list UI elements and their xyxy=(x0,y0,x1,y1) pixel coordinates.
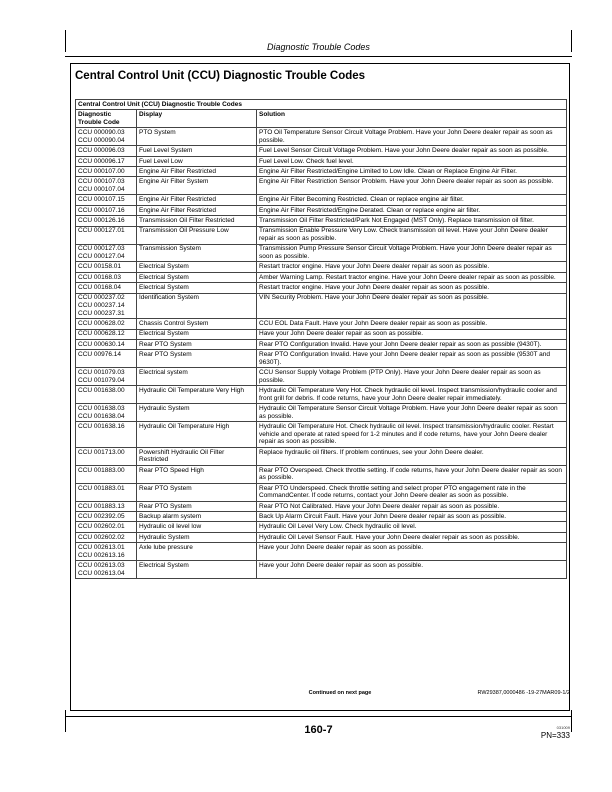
table-row xyxy=(76,167,567,177)
solution-cell: Rear PTO Configuration Invalid. Have your John Deere dealer repair as soon as possible (9530T and 9630T). xyxy=(257,350,567,368)
dtc-code-cell xyxy=(76,522,137,532)
table-row xyxy=(76,283,567,293)
solution-cell: Rear PTO Underspeed. Check throttle setting and select proper PTO engagement rate in the CommandCenter. If code returns, contact your John Deere dealer as soon as possible. xyxy=(257,483,567,501)
table-row xyxy=(76,483,567,501)
dtc-code: CCU 002613.04 xyxy=(78,569,125,577)
column-header-solution: Solution xyxy=(257,110,567,128)
display-cell: Hydraulic System xyxy=(137,532,257,542)
table-row xyxy=(76,501,567,511)
dtc-code: CCU 001638.16 xyxy=(78,423,125,431)
display-cell: Engine Air Filter System xyxy=(137,177,257,195)
dtc-code-cell xyxy=(76,512,137,522)
dtc-code: CCU 001713.00 xyxy=(78,448,125,456)
dtc-code-cell xyxy=(76,329,137,339)
solution-cell: Fuel Level Sensor Circuit Voltage Problem. Have your John Deere dealer repair as soon as possible. xyxy=(257,146,567,156)
dtc-code-cell xyxy=(76,501,137,511)
dtc-code: CCU 00168.04 xyxy=(78,284,121,292)
solution-cell: Hydraulic Oil Temperature Hot. Check hydraulic oil level. Inspect transmission/hydraulic cooler. Restart vehicle and operate at rated speed for 1-2 minutes and if code returns, have your John Deere dealer repair as soon as possible. xyxy=(257,422,567,448)
solution-cell: Hydraulic Oil Level Very Low. Check hydraulic oil level. xyxy=(257,522,567,532)
display-cell: Hydraulic oil level low xyxy=(137,522,257,532)
solution-cell: Hydraulic Oil Temperature Very Hot. Check hydraulic oil level. Inspect transmission/hydraulic cooler and front grill for debris. If code returns, have your John Deere dealer repair immediately. xyxy=(257,386,567,404)
solution-cell: PTO Oil Temperature Sensor Circuit Voltage Problem. Have your John Deere dealer repair as soon as possible. xyxy=(257,128,567,146)
column-header-code: Diagnostic Trouble Code xyxy=(76,110,137,128)
dtc-code-cell xyxy=(76,319,137,329)
dtc-code: CCU 002613.01 xyxy=(78,544,125,552)
dtc-code: CCU 000237.14 xyxy=(78,302,125,310)
display-cell: Hydraulic Oil Temperature High xyxy=(137,422,257,448)
dtc-code: CCU 00158.01 xyxy=(78,263,121,271)
table-row xyxy=(76,293,567,319)
table-row xyxy=(76,522,567,532)
dtc-code: CCU 000127.03 xyxy=(78,245,125,253)
solution-cell: Have your John Deere dealer repair as soon as possible. xyxy=(257,329,567,339)
table-caption: Central Control Unit (CCU) Diagnostic Trouble Codes xyxy=(76,100,567,110)
dtc-code-cell xyxy=(76,350,137,368)
table-row xyxy=(76,177,567,195)
dtc-code-cell xyxy=(76,262,137,272)
dtc-code: CCU 000126.16 xyxy=(78,217,125,225)
dtc-code-cell xyxy=(76,447,137,465)
table-row xyxy=(76,561,567,579)
table-row xyxy=(76,447,567,465)
dtc-code: CCU 000628.02 xyxy=(78,320,125,328)
solution-cell: CCU EOL Data Fault. Have your John Deere dealer repair as soon as possible. xyxy=(257,319,567,329)
dtc-code-cell xyxy=(76,216,137,226)
solution-cell: Transmission Enable Pressure Very Low. Check transmission oil level. Have your John Deere dealer repair as soon as possible. xyxy=(257,226,567,244)
dtc-code-cell xyxy=(76,483,137,501)
solution-cell: Engine Air Filter Restriction Sensor Problem. Have your John Deere dealer repair as soon as possible. xyxy=(257,177,567,195)
dtc-code-cell xyxy=(76,422,137,448)
dtc-code: CCU 001079.03 xyxy=(78,369,125,377)
dtc-code-cell xyxy=(76,543,137,561)
dtc-code: CCU 000628.12 xyxy=(78,330,125,338)
display-cell: Electrical System xyxy=(137,262,257,272)
column-header-display: Display xyxy=(137,110,257,128)
dtc-code-cell xyxy=(76,156,137,166)
dtc-code: CCU 000107.04 xyxy=(78,185,125,193)
solution-cell: CCU Sensor Supply Voltage Problem (PTP Only). Have your John Deere dealer repair as soon as possible. xyxy=(257,368,567,386)
display-cell: Rear PTO System xyxy=(137,350,257,368)
table-row xyxy=(76,146,567,156)
dtc-code: CCU 001883.01 xyxy=(78,484,125,492)
dtc-code-cell xyxy=(76,561,137,579)
dtc-code: CCU 001079.04 xyxy=(78,376,125,384)
display-cell: Chassis Control System xyxy=(137,319,257,329)
dtc-code: CCU 00168.03 xyxy=(78,273,121,281)
dtc-code: CCU 000090.04 xyxy=(78,136,125,144)
display-cell: Powershift Hydraulic Oil Filter Restricted xyxy=(137,447,257,465)
dtc-code: CCU 00976.14 xyxy=(78,351,121,359)
dtc-code: CCU 001883.00 xyxy=(78,466,125,474)
display-cell: Transmission System xyxy=(137,244,257,262)
dtc-code: CCU 000107.00 xyxy=(78,167,125,175)
display-cell: PTO System xyxy=(137,128,257,146)
table-row xyxy=(76,195,567,205)
solution-cell: Engine Air Filter Becoming Restricted. Clean or replace engine air filter. xyxy=(257,195,567,205)
display-cell: Transmission Oil Pressure Low xyxy=(137,226,257,244)
solution-cell: Restart tractor engine. Have your John Deere dealer repair as soon as possible. xyxy=(257,262,567,272)
dtc-code-cell xyxy=(76,177,137,195)
footer-divider xyxy=(65,716,572,717)
table-row xyxy=(76,532,567,542)
table-row xyxy=(76,244,567,262)
dtc-code-cell xyxy=(76,368,137,386)
table-row xyxy=(76,339,567,349)
solution-cell: Transmission Oil Filter Restricted/Park Not Engaged (MST Only). Replace transmission oil filter. xyxy=(257,216,567,226)
display-cell: Engine Air Filter Restricted xyxy=(137,205,257,215)
dtc-code-cell xyxy=(76,146,137,156)
dtc-code: CCU 000096.03 xyxy=(78,147,125,155)
dtc-code: CCU 001638.04 xyxy=(78,412,125,420)
table-row xyxy=(76,543,567,561)
solution-cell: Back Up Alarm Circuit Fault. Have your John Deere dealer repair as soon as possible. xyxy=(257,512,567,522)
display-cell: Identification System xyxy=(137,293,257,319)
dtc-code: CCU 002602.02 xyxy=(78,533,125,541)
solution-cell: Transmission Pump Pressure Sensor Circuit Voltage Problem. Have your John Deere dealer repair as soon as possible. xyxy=(257,244,567,262)
solution-cell: Replace hydraulic oil filters. If problem continues, see your John Deere dealer. xyxy=(257,447,567,465)
dtc-code: CCU 000096.17 xyxy=(78,157,125,165)
section-title: Central Control Unit (CCU) Diagnostic Trouble Codes xyxy=(75,70,366,82)
dtc-code: CCU 000107.15 xyxy=(78,196,125,204)
display-cell: Transmission Oil Filter Restricted xyxy=(137,216,257,226)
table-row xyxy=(76,156,567,166)
dtc-code: CCU 001638.03 xyxy=(78,405,125,413)
display-cell: Electrical System xyxy=(137,272,257,282)
dtc-code: CCU 001883.13 xyxy=(78,502,125,510)
dtc-code-cell xyxy=(76,128,137,146)
display-cell: Rear PTO Speed High xyxy=(137,465,257,483)
dtc-code: CCU 000107.03 xyxy=(78,178,125,186)
dtc-code: CCU 000237.31 xyxy=(78,309,125,317)
display-cell: Fuel Level System xyxy=(137,146,257,156)
table-row xyxy=(76,368,567,386)
table-row xyxy=(76,128,567,146)
table-row xyxy=(76,329,567,339)
dtc-code-cell xyxy=(76,226,137,244)
table-row xyxy=(76,262,567,272)
dtc-code: CCU 000127.01 xyxy=(78,227,125,235)
solution-cell: Hydraulic Oil Level Sensor Fault. Have your John Deere dealer repair as soon as possible. xyxy=(257,532,567,542)
display-cell: Backup alarm system xyxy=(137,512,257,522)
dtc-code: CCU 002602.01 xyxy=(78,523,125,531)
display-cell: Engine Air Filter Restricted xyxy=(137,167,257,177)
table-row xyxy=(76,386,567,404)
solution-cell: VIN Security Problem. Have your John Deere dealer repair as soon as possible. xyxy=(257,293,567,319)
solution-cell: Have your John Deere dealer repair as soon as possible. xyxy=(257,561,567,579)
dtc-code-cell xyxy=(76,293,137,319)
dtc-code: CCU 001638.00 xyxy=(78,387,125,395)
table-row xyxy=(76,226,567,244)
table-row xyxy=(76,205,567,215)
display-cell: Hydraulic System xyxy=(137,404,257,422)
continued-note: Continued on next page xyxy=(308,690,372,696)
solution-cell: Rear PTO Overspeed. Check throttle setting. If code returns, have your John Deere dealer repair as soon as possible. xyxy=(257,465,567,483)
table-row xyxy=(76,404,567,422)
solution-cell: Fuel Level Low. Check fuel level. xyxy=(257,156,567,166)
dtc-code-cell xyxy=(76,283,137,293)
solution-cell: Rear PTO Not Calibrated. Have your John Deere dealer repair as soon as possible. xyxy=(257,501,567,511)
solution-cell: Amber Warning Lamp. Restart tractor engine. Have your John Deere dealer repair as soon as possible. xyxy=(257,272,567,282)
dtc-table-body xyxy=(76,128,567,579)
dtc-table xyxy=(75,99,567,579)
table-row xyxy=(76,465,567,483)
dtc-code-cell xyxy=(76,244,137,262)
dtc-code: CCU 000090.03 xyxy=(78,129,125,137)
dtc-code-cell xyxy=(76,195,137,205)
table-row xyxy=(76,216,567,226)
table-row xyxy=(76,422,567,448)
solution-cell: Hydraulic Oil Temperature Sensor Circuit Voltage Problem. Have your John Deere dealer repair as soon as possible. xyxy=(257,404,567,422)
display-cell: Electrical System xyxy=(137,561,257,579)
dtc-code-cell xyxy=(76,272,137,282)
display-cell: Hydraulic Oil Temperature Very High xyxy=(137,386,257,404)
display-cell: Axle lube pressure xyxy=(137,543,257,561)
solution-cell: Restart tractor engine. Have your John Deere dealer repair as soon as possible. xyxy=(257,283,567,293)
solution-cell: Engine Air Filter Restricted/Engine Limited to Low Idle. Clean or Replace Engine Air Filter. xyxy=(257,167,567,177)
print-date-code: 031009 xyxy=(556,725,570,730)
header-divider xyxy=(65,56,572,57)
display-cell: Rear PTO System xyxy=(137,501,257,511)
dtc-code-cell xyxy=(76,339,137,349)
display-cell: Electrical System xyxy=(137,329,257,339)
display-cell: Engine Air Filter Restricted xyxy=(137,195,257,205)
table-row xyxy=(76,319,567,329)
dtc-code: CCU 000630.14 xyxy=(78,340,125,348)
dtc-code: CCU 000237.02 xyxy=(78,294,125,302)
display-cell: Electrical System xyxy=(137,283,257,293)
dtc-code-cell xyxy=(76,532,137,542)
dtc-code-cell xyxy=(76,386,137,404)
solution-cell: Have your John Deere dealer repair as soon as possible. xyxy=(257,543,567,561)
dtc-code: CCU 002613.16 xyxy=(78,551,125,559)
table-row xyxy=(76,512,567,522)
page-number: 160-7 xyxy=(304,724,333,736)
display-cell: Fuel Level Low xyxy=(137,156,257,166)
dtc-code-cell xyxy=(76,404,137,422)
display-cell: Rear PTO System xyxy=(137,483,257,501)
dtc-code-cell xyxy=(76,205,137,215)
dtc-code: CCU 000127.04 xyxy=(78,252,125,260)
display-cell: Rear PTO System xyxy=(137,339,257,349)
solution-cell: Rear PTO Configuration Invalid. Have your John Deere dealer repair as soon as possible (9430T). xyxy=(257,339,567,349)
table-row xyxy=(76,272,567,282)
dtc-code: CCU 000107.16 xyxy=(78,206,125,214)
document-reference: RW29387,0000486 -19-27MAR09-1/2 xyxy=(477,690,570,696)
table-row xyxy=(76,350,567,368)
pn-number: PN=333 xyxy=(540,731,570,740)
dtc-code: CCU 002392.05 xyxy=(78,512,125,520)
dtc-code-cell xyxy=(76,465,137,483)
running-header: Diagnostic Trouble Codes xyxy=(267,42,370,52)
dtc-code-cell xyxy=(76,167,137,177)
solution-cell: Engine Air Filter Restricted/Engine Derated. Clean or replace engine air filter. xyxy=(257,205,567,215)
display-cell: Electrical system xyxy=(137,368,257,386)
dtc-code: CCU 002613.03 xyxy=(78,561,125,569)
